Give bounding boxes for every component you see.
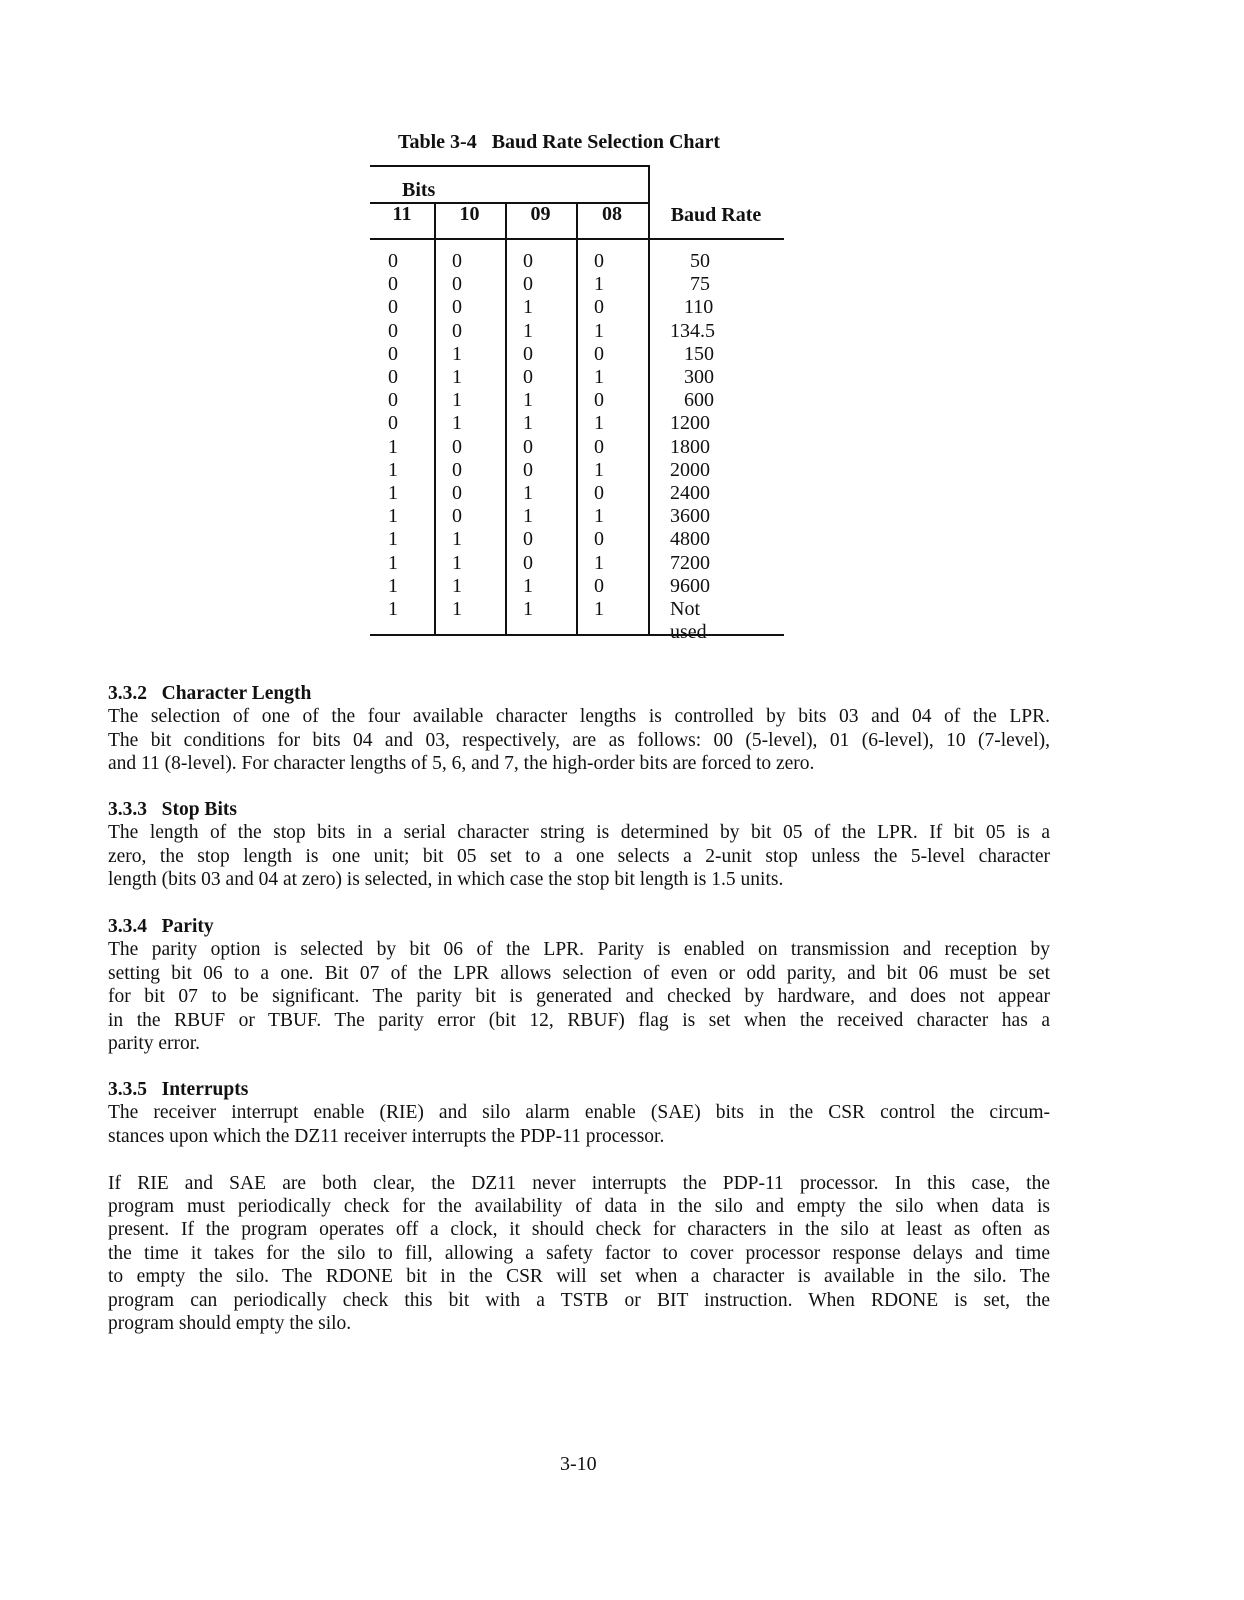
baud-rate-cell: 2000 <box>670 458 710 481</box>
bit-cell: 1 <box>523 574 533 597</box>
bit-cell: 0 <box>594 342 604 365</box>
bit-cell: 0 <box>523 435 533 458</box>
bit-cell: 1 <box>388 598 398 620</box>
bit-cell: 0 <box>523 273 533 296</box>
bit-cell: 0 <box>523 551 533 574</box>
bit-cell: 0 <box>594 296 604 319</box>
bit-cell: 0 <box>388 296 398 319</box>
bit-cell: 0 <box>594 389 604 412</box>
bit-cell: 1 <box>523 482 533 504</box>
bit-cell: 1 <box>523 505 533 528</box>
bit-cell: 0 <box>594 574 604 597</box>
bit-cell: 0 <box>523 458 533 481</box>
section-heading: 3.3.3 Stop Bits <box>108 799 237 820</box>
paragraph <box>108 938 1050 1055</box>
text-line: The parity option is selected by bit 06 of the LPR. Parity is enabled on transmission and reception by <box>108 939 1050 961</box>
baud-rate-cell: 9600 <box>670 574 710 597</box>
bit-cell: 0 <box>452 482 462 504</box>
text-line: The length of the stop bits in a serial character string is determined by bit 05 of the LPR. If bit 05 is a <box>108 822 1050 844</box>
baud-rate-cell: 4800 <box>670 528 710 551</box>
text-line: present. If the program operates off a clock, it should check for characters in the silo at least as often as <box>108 1219 1050 1241</box>
bit-cell: 0 <box>452 319 462 342</box>
bit-cell: 0 <box>594 528 604 551</box>
bit-cell: 0 <box>452 296 462 319</box>
section <box>108 798 1050 892</box>
text-line: for bit 07 to be significant. The parity bit is generated and checked by hardware, and does not appear <box>108 986 1050 1008</box>
bit-cell: 0 <box>523 250 533 272</box>
bit-cell: 0 <box>523 528 533 551</box>
paragraph <box>108 1101 1050 1148</box>
bit-cell: 1 <box>452 574 462 597</box>
baud-rate-cell: 300 <box>684 366 714 388</box>
bits-group-header: Bits <box>402 179 436 201</box>
bit-cell: 0 <box>452 458 462 481</box>
bit-cell: 0 <box>388 412 398 435</box>
bit-cell: 1 <box>388 574 398 597</box>
bit-cell: 1 <box>452 551 462 574</box>
bit-cell: 1 <box>523 319 533 342</box>
bit-cell: 0 <box>523 366 533 388</box>
text-line: The receiver interrupt enable (RIE) and silo alarm enable (SAE) bits in the CSR control the circum- <box>108 1102 1050 1124</box>
bit-cell: 1 <box>388 505 398 528</box>
bit-cell: 0 <box>388 389 398 412</box>
text-line: The bit conditions for bits 04 and 03, respectively, are as follows: 00 (5-level), 01 (6-level), 10 (7-level), <box>108 729 1050 751</box>
bit-cell: 0 <box>452 273 462 296</box>
section <box>108 915 1050 1055</box>
bit-cell: 1 <box>452 366 462 388</box>
bit-cell: 0 <box>452 505 462 528</box>
text-line: stances upon which the DZ11 receiver interrupts the PDP-11 processor. <box>108 1125 665 1147</box>
section <box>108 682 1050 776</box>
bit-cell: 1 <box>594 598 604 620</box>
bit-cell: 1 <box>452 389 462 412</box>
bit-cell: 1 <box>594 319 604 342</box>
text-line: program can periodically check this bit with a TSTB or BIT instruction. When RDONE is set, the <box>108 1289 1050 1311</box>
baud-rate-cell: Not used <box>670 598 707 644</box>
table-caption: Table 3-4 Baud Rate Selection Chart <box>398 131 721 153</box>
section-heading: 3.3.4 Parity <box>108 916 214 937</box>
text-line: the time it takes for the silo to fill, allowing a safety factor to cover processor response delays and time <box>108 1242 1050 1264</box>
baud-rate-cell: 134.5 <box>670 319 715 342</box>
baud-rate-cell: 2400 <box>670 482 710 504</box>
baud-rate-cell: 7200 <box>670 551 710 574</box>
page-number: 3-10 <box>560 1453 597 1475</box>
text-line: in the RBUF or TBUF. The parity error (bit 12, RBUF) flag is set when the received character has a <box>108 1009 1050 1031</box>
bit-cell: 1 <box>452 342 462 365</box>
baud-rate-cell: 600 <box>684 389 714 412</box>
bit-cell: 1 <box>594 458 604 481</box>
bit-cell: 0 <box>388 342 398 365</box>
bit-cell: 1 <box>594 505 604 528</box>
column-header: Baud Rate <box>670 204 762 226</box>
section-heading: 3.3.5 Interrupts <box>108 1079 249 1100</box>
text-line: zero, the stop length is one unit; bit 05 set to a one selects a 2-unit stop unless the 5-level character <box>108 845 1050 867</box>
section-heading: 3.3.2 Character Length <box>108 683 312 704</box>
bit-cell: 1 <box>523 598 533 620</box>
bit-cell: 1 <box>594 551 604 574</box>
bit-cell: 0 <box>594 482 604 504</box>
paragraph <box>108 705 1050 775</box>
baud-rate-cell: 110 <box>684 296 714 319</box>
text-line: setting bit 06 to a one. Bit 07 of the LPR allows selection of even or odd parity, and bit 06 must be set <box>108 962 1050 984</box>
baud-rate-cell: 50 <box>690 250 710 272</box>
column-header: 08 <box>602 203 622 225</box>
bit-cell: 0 <box>452 435 462 458</box>
bit-cell: 1 <box>388 458 398 481</box>
baud-rate-cell: 3600 <box>670 505 710 528</box>
baud-rate-table <box>370 165 784 644</box>
text-line: program should empty the silo. <box>108 1313 352 1335</box>
bit-cell: 1 <box>452 598 462 620</box>
column-header: 11 <box>392 203 412 225</box>
bit-cell: 0 <box>388 250 398 272</box>
bit-cell: 0 <box>452 250 462 272</box>
bit-cell: 0 <box>594 435 604 458</box>
bit-cell: 1 <box>594 366 604 388</box>
bit-cell: 0 <box>388 319 398 342</box>
column-header: 10 <box>459 203 480 225</box>
baud-rate-cell: 150 <box>684 342 714 365</box>
bit-cell: 0 <box>388 366 398 388</box>
column-header: 09 <box>530 203 551 225</box>
bit-cell: 1 <box>388 528 398 551</box>
bit-cell: 1 <box>523 296 533 319</box>
bit-cell: 0 <box>523 342 533 365</box>
baud-rate-cell: 75 <box>690 273 710 296</box>
text-line: If RIE and SAE are both clear, the DZ11 never interrupts the PDP-11 processor. In this case, the <box>108 1172 1050 1194</box>
bit-cell: 0 <box>594 250 604 272</box>
bit-cell: 1 <box>388 435 398 458</box>
text-line: parity error. <box>108 1033 201 1055</box>
bit-cell: 1 <box>452 528 462 551</box>
section <box>108 1078 1050 1335</box>
bit-cell: 1 <box>388 551 398 574</box>
bit-cell: 1 <box>523 412 533 435</box>
text-line: length (bits 03 and 04 at zero) is selected, in which case the stop bit length is 1.5 units. <box>108 869 784 891</box>
text-line: program must periodically check for the availability of data in the silo and empty the silo when data is <box>108 1196 1050 1218</box>
paragraph <box>108 1172 1050 1336</box>
bit-cell: 1 <box>452 412 462 435</box>
bit-cell: 0 <box>388 273 398 296</box>
baud-rate-cell: 1200 <box>670 412 710 435</box>
text-line: and 11 (8-level). For character lengths of 5, 6, and 7, the high-order bits are forced to zero. <box>108 753 815 775</box>
bit-cell: 1 <box>594 273 604 296</box>
bit-cell: 1 <box>594 412 604 435</box>
bit-cell: 1 <box>523 389 533 412</box>
baud-rate-cell: 1800 <box>670 435 710 458</box>
text-line: The selection of one of the four available character lengths is controlled by bits 03 and 04 of the LPR. <box>108 706 1050 728</box>
bit-cell: 1 <box>388 482 398 504</box>
paragraph <box>108 821 1050 891</box>
text-line: to empty the silo. The RDONE bit in the CSR will set when a character is available in the silo. The <box>108 1266 1050 1288</box>
